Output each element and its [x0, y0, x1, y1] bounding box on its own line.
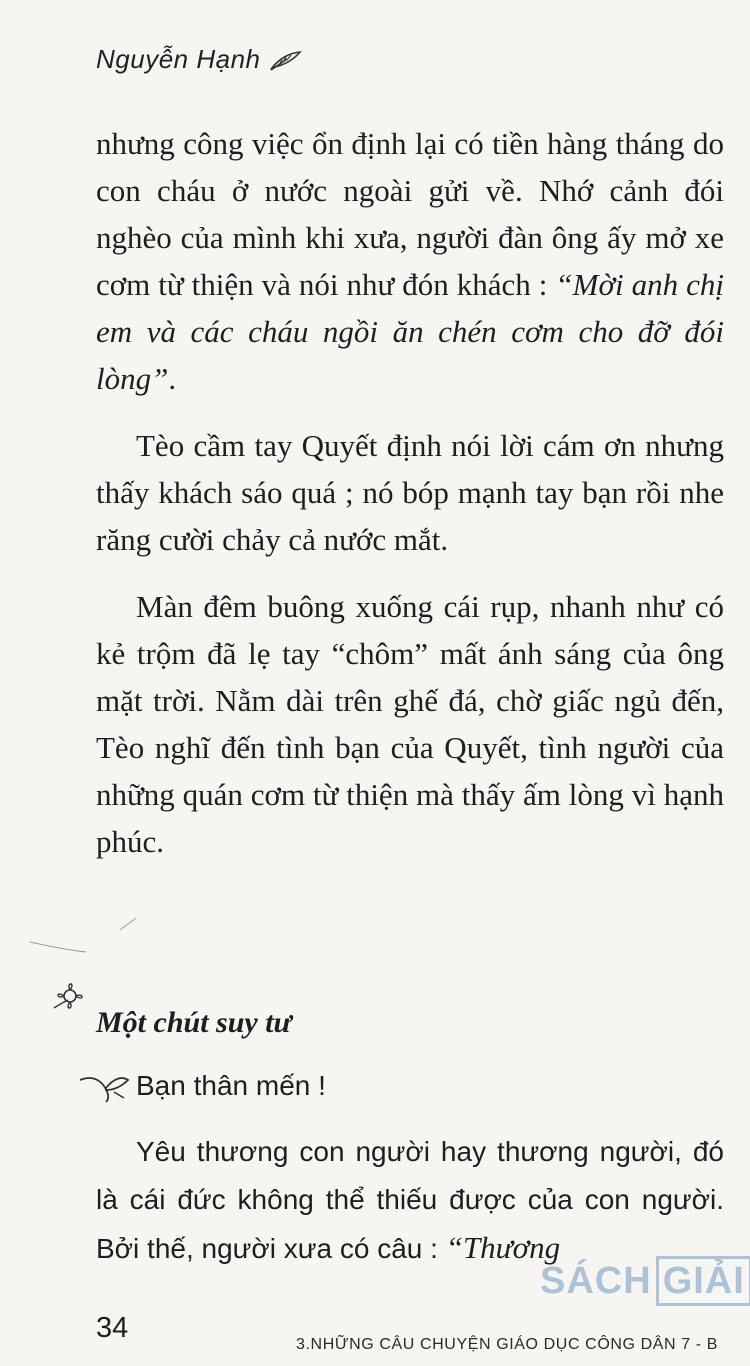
paragraph-3: Màn đêm buông xuống cái rụp, nhanh như có kẻ trộm đã lẹ tay “chôm” mất ánh sáng của ông mặt trời. Nằm dài trên ghế đá, chờ giấc ngủ đến, Tèo nghĩ đến tình bạn của Quyết, tình người của những quán cơm từ thiện mà thấy ấm lòng vì hạnh phúc. [96, 589, 724, 859]
running-header [96, 44, 303, 75]
flower-doodle-icon [48, 978, 90, 1016]
watermark-logo [540, 1256, 750, 1306]
pen-nib-icon [76, 1068, 132, 1104]
main-text [96, 120, 724, 865]
author-name: Nguyễn Hạnh [96, 44, 261, 74]
paragraph-2: Tèo cầm tay Quyết định nói lời cám ơn nhưng thấy khách sáo quá ; nó bóp mạnh tay bạn rồi nhe răng cười chảy cả nước mắt. [96, 428, 724, 557]
closing-paragraph-text: Yêu thương con người hay thương người, đó là cái đức không thể thiếu được của con người. Bởi thế, người xưa có câu : [96, 1136, 724, 1264]
stray-mark [118, 916, 138, 932]
page-number: 34 [96, 1312, 129, 1344]
closing-paragraph [96, 1128, 724, 1273]
watermark-left: SÁCH [540, 1259, 652, 1302]
closing-text [96, 1128, 724, 1273]
paragraph-1-end: . [168, 361, 177, 396]
section-title: Một chút suy tư [96, 1006, 292, 1039]
feather-pen-icon [269, 49, 303, 71]
watermark-right: GIẢI [656, 1256, 750, 1306]
paragraph-1-text: nhưng công việc ổn định lại có tiền hàng tháng do con cháu ở nước ngoài gửi về. Nhớ cảnh đói nghèo của mình khi xưa, người đàn ông ấy mở xe cơm từ thiện và nói như đón khách : [96, 126, 724, 302]
greeting-text: Bạn thân mến ! [136, 1070, 326, 1101]
closing-quote: “Thương [445, 1230, 561, 1265]
greeting [76, 1068, 326, 1104]
paragraph-1 [96, 120, 724, 402]
stray-mark [28, 938, 88, 958]
running-footer: 3.NHỮNG CÂU CHUYỆN GIÁO DỤC CÔNG DÂN 7 - B [296, 1336, 719, 1353]
paragraph-1-quote: “Mời anh chị em và các cháu ngồi ăn chén cơm cho đỡ đói lòng” [96, 267, 724, 396]
